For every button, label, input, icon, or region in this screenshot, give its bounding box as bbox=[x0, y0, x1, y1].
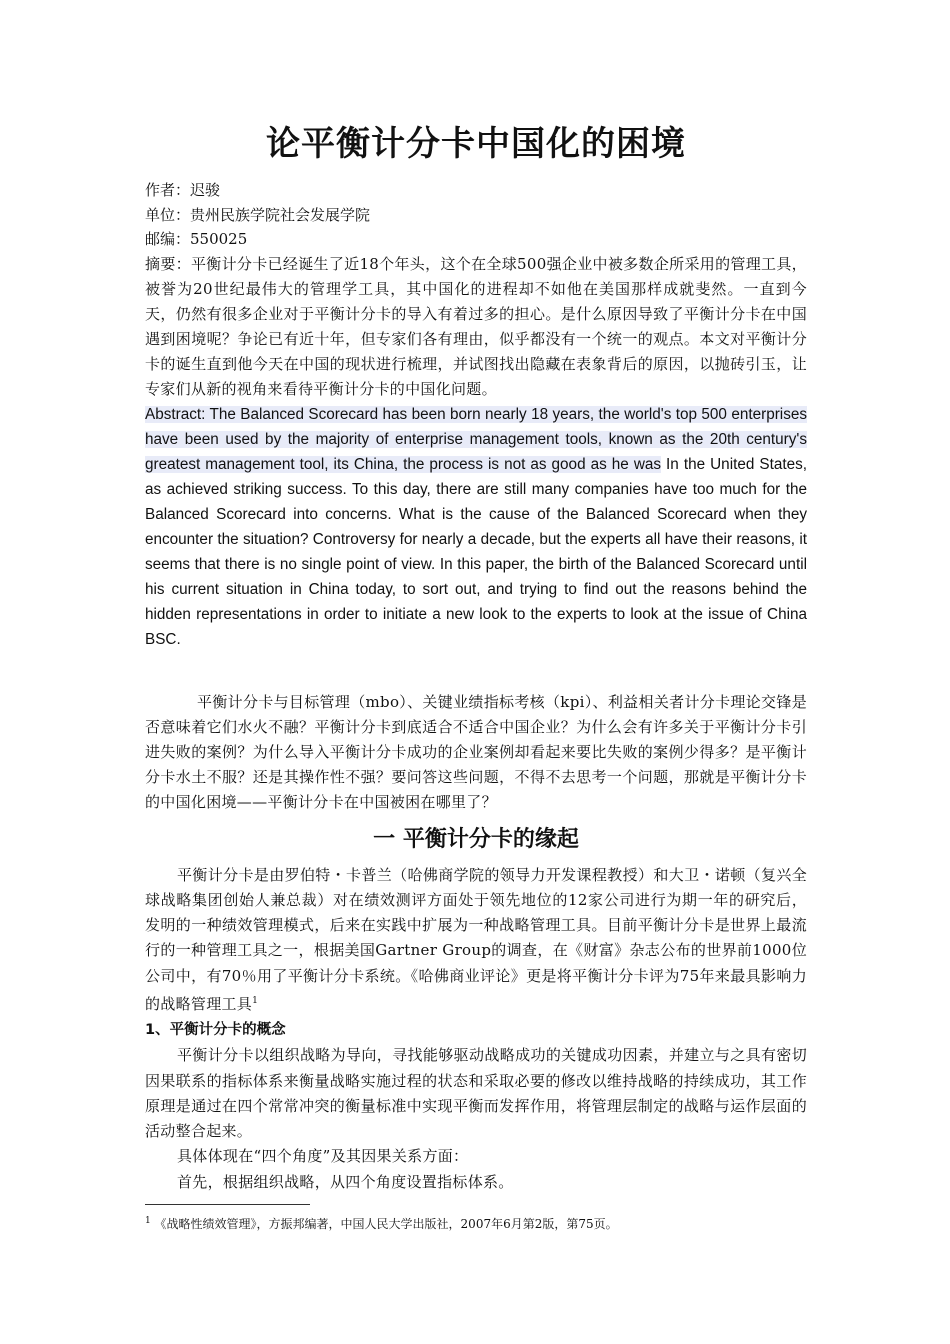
footnote-reference[interactable]: 1 bbox=[252, 995, 259, 1006]
abstract-chinese: 摘要：平衡计分卡已经诞生了近18个年头，这个在全球500强企业中被多数企所采用的管理工具，被誉为20世纪最伟大的管理学工具，其中国化的进程却不如他在美国那样成就斐然。一直到今天，仍然有很多企业对于平衡计分卡的导入有着过多的担心。是什么原因导致了平衡计分卡在中国遇到困境呢？争论已有近十年，但专家们各有理由，似乎都没有一个统一的观点。本文对平衡计分卡的诞生直到他今天在中国的现状进行梳理，并试图找出隐藏在表象背后的原因，以抛砖引玉，让专家们从新的视角来看待平衡计分卡的中国化问题。 bbox=[145, 254, 807, 398]
document-page bbox=[145, 120, 807, 1195]
footnote-divider bbox=[145, 1204, 310, 1205]
concept-paragraph: 平衡计分卡以组织战略为导向，寻找能够驱动战略成功的关键成功因素，并建立与之具有密切因果联系的指标体系来衡量战略实施过程的状态和采取必要的修改以维持战略的持续成功，其工作原理是通过在四个常常冲突的衡量标准中实现平衡而发挥作用，将管理层制定的战略与运作层面的活动整合起来。 bbox=[145, 1046, 807, 1141]
footnote bbox=[145, 1212, 807, 1233]
abstract-english bbox=[145, 402, 807, 652]
section1-paragraph bbox=[145, 863, 807, 1018]
subheading-concept: 1、平衡计分卡的概念 bbox=[145, 1022, 286, 1039]
footnote-number: 1 bbox=[145, 1216, 151, 1226]
author-line: 作者：迟骏 bbox=[145, 181, 221, 199]
unit-line: 单位：贵州民族学院社会发展学院 bbox=[145, 205, 371, 224]
concept-line-3: 首先，根据组织战略，从四个角度设置指标体系。 bbox=[177, 1172, 514, 1191]
footnote-text: 《战略性绩效管理》，方振邦编著，中国人民大学出版社，2007年6月第2版，第75页。 bbox=[150, 1217, 618, 1231]
postcode-line: 邮编：550025 bbox=[145, 230, 248, 248]
section1-text: 平衡计分卡是由罗伯特・卡普兰（哈佛商学院的领导力开发课程教授）和大卫・诺顿（复兴全球战略集团创始人兼总裁）对在绩效测评方面处于领先地位的12家公司进行为期一年的研究后，发明的一种绩效管理模式，后来在实践中扩展为一种战略管理工具。目前平衡计分卡是世界上最流行的一种管理工具之一，根据美国Gartner Group的调查，在《财富》杂志公布的世界前1000位公司中，有70％用了平衡计分卡系统。《哈佛商业评论》更是将平衡计分卡评为75年来最具影响力的战略管理工具 bbox=[145, 865, 807, 1013]
section-heading-1: 一 平衡计分卡的缘起 bbox=[373, 826, 579, 852]
abstract-english-highlighted: Abstract: The Balanced Scorecard has been born nearly 18 years, the world's top 500 enterprises have been used by the majority of enterprise management tools, known as the 20th century's greatest management tool, its China, the process is not as good as he was bbox=[145, 405, 807, 473]
concept-line-2: 具体体现在“四个角度”及其因果关系方面： bbox=[177, 1147, 469, 1166]
document-title: 论平衡计分卡中国化的困境 bbox=[266, 124, 686, 164]
intro-paragraph: 平衡计分卡与目标管理（mbo）、关键业绩指标考核（kpi）、利益相关者计分卡理论交锋是否意味着它们水火不融？平衡计分卡到底适合不适合中国企业？为什么会有许多关于平衡计分卡引进失败的案例？为什么导入平衡计分卡成功的企业案例却看起来要比失败的案例少得多？是平衡计分卡水土不服？还是其操作性不强？要问答这些问题，不得不去思考一个问题，那就是平衡计分卡的中国化困境——平衡计分卡在中国被困在哪里了？ bbox=[145, 692, 807, 811]
abstract-english-rest: In the United States, as achieved striking success. To this day, there are still many companies have too much for the Balanced Scorecard into concerns. What is the cause of the Balanced Scorecard when they encounter the situation? Controversy for nearly a decade, but the experts all have their reasons, it seems that there is no single point of view. In this paper, the birth of the Balanced Scorecard until his current situation in China today, to sort out, and trying to find out the reasons behind the hidden representations in order to initiate a new look to the experts to look at the issue of China BSC. bbox=[145, 455, 807, 648]
